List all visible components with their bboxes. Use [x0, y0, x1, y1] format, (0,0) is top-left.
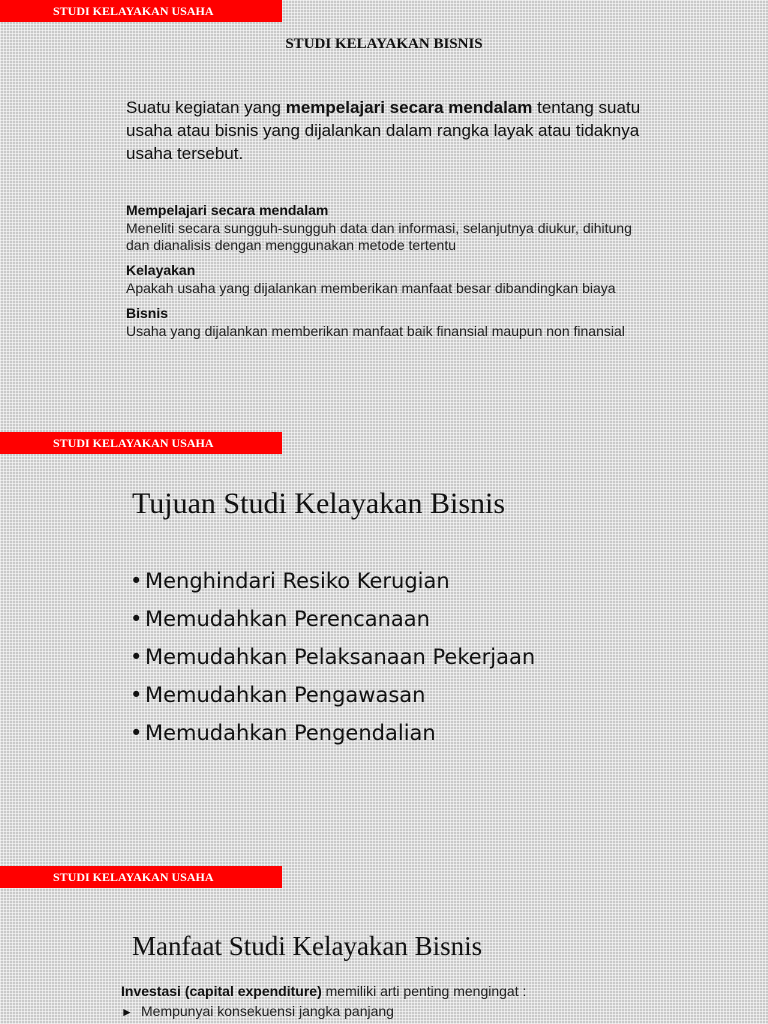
investasi-rest: memiliki arti penting mengingat : [321, 983, 527, 999]
slide-banner: STUDI KELAYAKAN USAHA [0, 432, 282, 454]
slide-studi-kelayakan-bisnis [0, 0, 768, 432]
investasi-term: Investasi (capital expenditure) [121, 983, 322, 999]
list-item [130, 714, 535, 752]
bullet-list [130, 562, 535, 752]
definition-term: Kelayakan [126, 262, 196, 278]
slide-title: STUDI KELAYAKAN BISNIS [285, 36, 483, 52]
list-item-text: Memudahkan Pelaksanaan Pekerjaan [145, 645, 536, 669]
list-item-text: Memudahkan Pengawasan [145, 683, 426, 707]
slide-banner: STUDI KELAYAKAN USAHA [0, 866, 282, 888]
consequence-text: Mempunyai konsekuensi jangka panjang [141, 1003, 394, 1019]
list-item [130, 676, 535, 714]
list-item-text: Menghindari Resiko Kerugian [145, 569, 450, 593]
list-item [130, 638, 535, 676]
definition-list [126, 200, 656, 346]
definition-desc: Meneliti secara sungguh-sungguh data dan informasi, selanjutnya diukur, dihitung dan dianalisis dengan menggunakan metode tertentu [126, 220, 632, 253]
list-item-text: Memudahkan Perencanaan [145, 607, 430, 631]
intro-suffix: tentang suatu usaha atau bisnis yang dijalankan dalam rangka layak atau tidaknya usaha tersebut. [126, 98, 641, 163]
slide-title: Tujuan Studi Kelayakan Bisnis [132, 487, 506, 520]
investasi-line [121, 982, 526, 1000]
slide-banner: STUDI KELAYAKAN USAHA [0, 0, 282, 22]
definition-desc: Apakah usaha yang dijalankan memberikan manfaat besar dibandingkan biaya [126, 280, 616, 296]
bullet-icon: • [130, 721, 143, 745]
intro-paragraph [126, 96, 646, 165]
arrow-right-icon: ► [121, 1005, 133, 1019]
bullet-icon: • [130, 607, 143, 631]
slide-manfaat [0, 866, 768, 1024]
bullet-icon: • [130, 569, 143, 593]
intro-prefix: Suatu kegiatan yang [126, 98, 286, 117]
definition-desc: Usaha yang dijalankan memberikan manfaat baik finansial maupun non finansial [126, 323, 625, 339]
slide-tujuan [0, 432, 768, 866]
intro-bold: mempelajari secara mendalam [285, 98, 533, 117]
consequence-line [121, 1002, 394, 1021]
definition-term: Mempelajari secara mendalam [126, 202, 329, 218]
list-item-text: Memudahkan Pengendalian [145, 721, 436, 745]
list-item [130, 600, 535, 638]
definition-term: Bisnis [126, 305, 169, 321]
list-item [130, 562, 535, 600]
bullet-icon: • [130, 683, 143, 707]
slide-title: Manfaat Studi Kelayakan Bisnis [132, 931, 483, 961]
bullet-icon: • [130, 645, 143, 669]
